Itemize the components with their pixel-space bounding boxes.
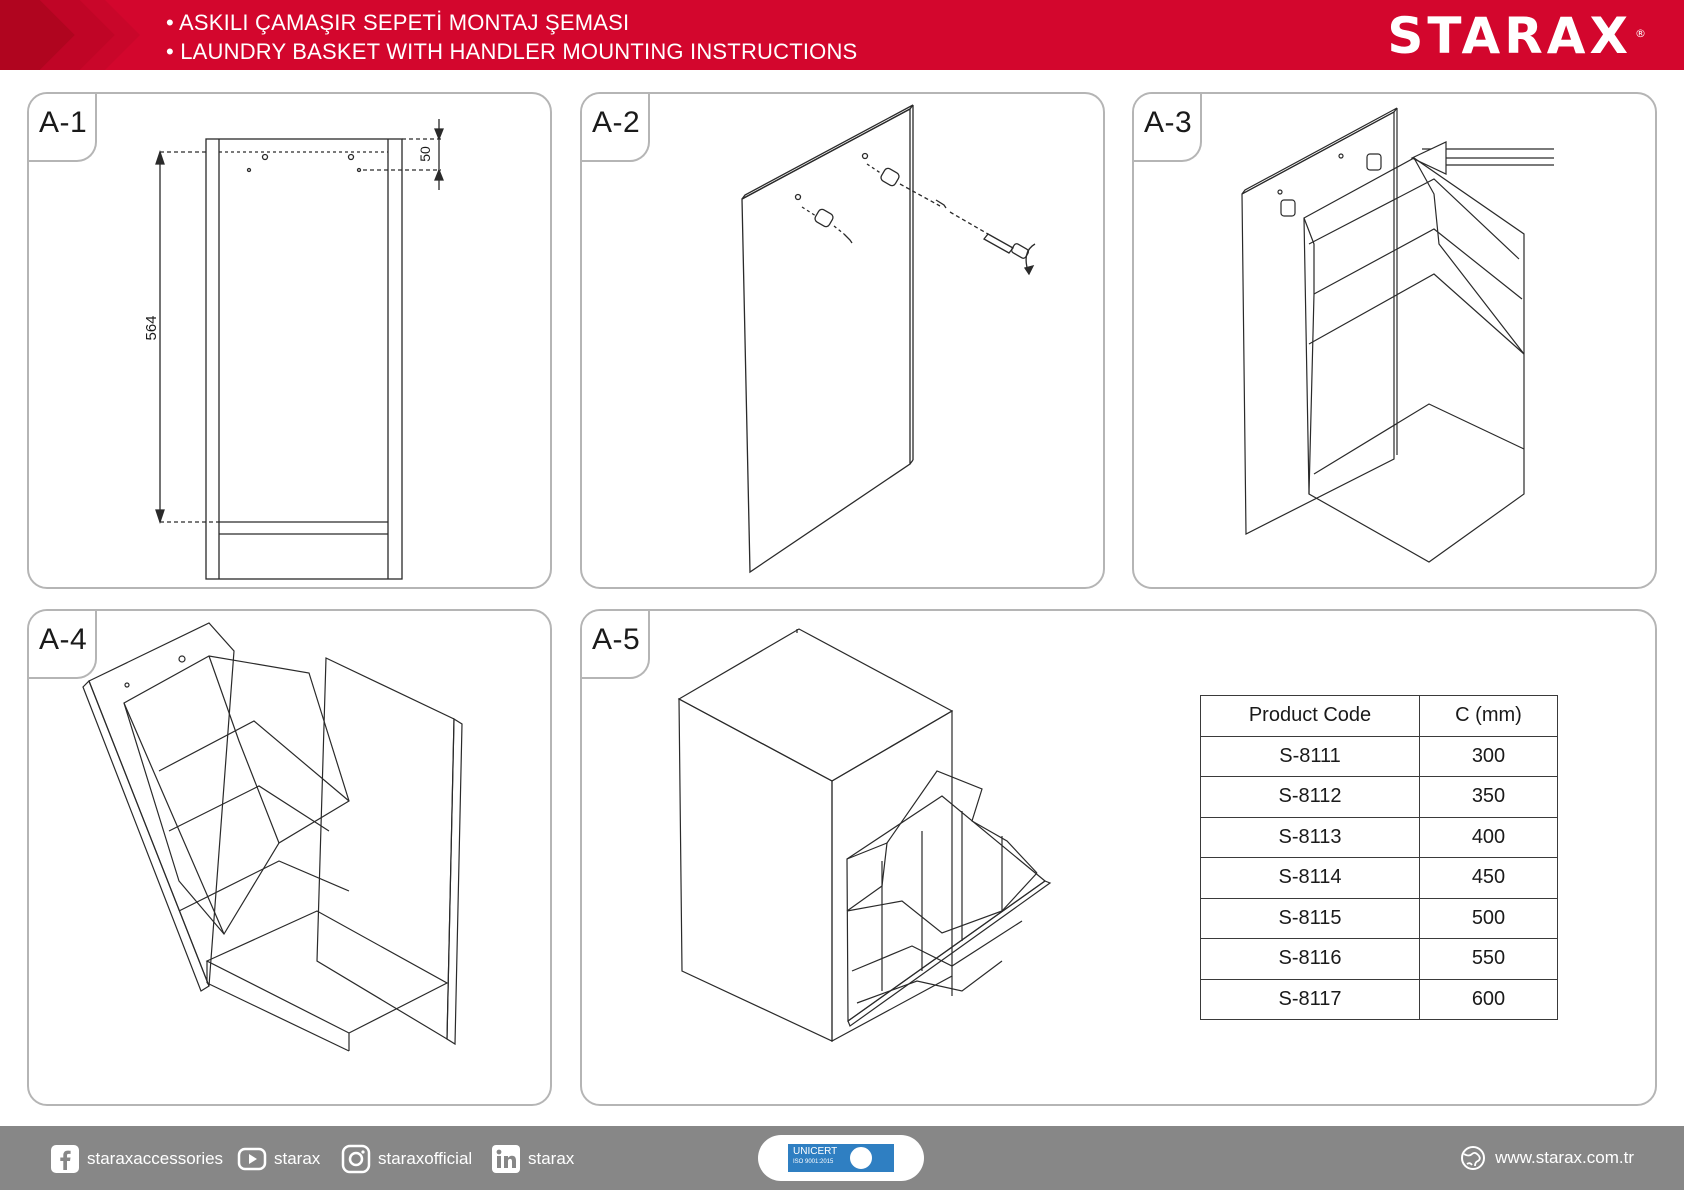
product-code: S-8114 xyxy=(1201,858,1420,899)
linkedin-link[interactable] xyxy=(491,1144,574,1174)
product-code: S-8113 xyxy=(1201,817,1420,858)
dimension-50: 50 xyxy=(417,146,433,162)
step-label: A-1 xyxy=(39,106,88,139)
c-value: 600 xyxy=(1420,979,1558,1020)
step-label: A-2 xyxy=(592,106,641,139)
table-header-row xyxy=(1201,696,1558,737)
cert-seal-icon xyxy=(848,1145,874,1171)
footer-bar xyxy=(0,1126,1684,1190)
certification-badge xyxy=(758,1135,924,1181)
brand-logo xyxy=(1387,7,1646,65)
youtube-icon xyxy=(237,1144,267,1174)
cert-standard: ISO 9001:2015 xyxy=(793,1159,834,1165)
step-tag xyxy=(580,609,650,679)
c-value: 300 xyxy=(1420,736,1558,777)
wire-basket xyxy=(847,771,1037,1003)
table-row xyxy=(1201,736,1558,777)
header-product-code: Product Code xyxy=(1201,696,1420,737)
c-value: 450 xyxy=(1420,858,1558,899)
product-code: S-8115 xyxy=(1201,898,1420,939)
title-turkish: • ASKILI ÇAMAŞIR SEPETİ MONTAJ ŞEMASI xyxy=(166,10,630,35)
basket-tilted-drawing xyxy=(29,611,552,1106)
wire-basket xyxy=(124,656,349,934)
c-value: 500 xyxy=(1420,898,1558,939)
product-code: S-8112 xyxy=(1201,777,1420,818)
header-titles xyxy=(166,8,857,66)
step-tag xyxy=(1132,92,1202,162)
step-label: A-4 xyxy=(39,623,88,656)
title-english: • LAUNDRY BASKET WITH HANDLER MOUNTING INSTRUCTIONS xyxy=(166,39,858,64)
step-tag xyxy=(27,609,97,679)
website-link[interactable] xyxy=(1459,1144,1634,1172)
youtube-handle: starax xyxy=(274,1149,321,1168)
table-row xyxy=(1201,777,1558,818)
instagram-link[interactable] xyxy=(341,1144,472,1174)
unicert-logo xyxy=(788,1144,894,1172)
header-bar xyxy=(0,0,1684,70)
table-row xyxy=(1201,858,1558,899)
product-code: S-8111 xyxy=(1201,736,1420,777)
panel-a5 xyxy=(580,609,1657,1106)
instagram-icon xyxy=(341,1144,371,1174)
panel-a4 xyxy=(27,609,552,1106)
panel-a3 xyxy=(1132,92,1657,589)
step-tag xyxy=(27,92,97,162)
product-code: S-8116 xyxy=(1201,939,1420,980)
globe-icon xyxy=(1459,1144,1487,1172)
table-row xyxy=(1201,979,1558,1020)
cabinet-side-measure-drawing xyxy=(29,94,552,589)
table-row xyxy=(1201,898,1558,939)
screw-hanger-drawing xyxy=(582,94,1105,589)
table-row xyxy=(1201,817,1558,858)
facebook-link[interactable] xyxy=(50,1144,223,1174)
step-tag xyxy=(580,92,650,162)
step-label: A-3 xyxy=(1144,106,1193,139)
basket-hanging-drawing xyxy=(1134,94,1657,589)
cert-name: UNICERT xyxy=(793,1146,838,1157)
cabinet-assembled-drawing xyxy=(582,611,1182,1106)
panel-a1 xyxy=(27,92,552,589)
facebook-handle: staraxaccessories xyxy=(87,1149,224,1168)
linkedin-handle: starax xyxy=(528,1149,575,1168)
table-row xyxy=(1201,939,1558,980)
facebook-icon xyxy=(50,1144,80,1174)
panel-a2 xyxy=(580,92,1105,589)
c-value: 400 xyxy=(1420,817,1558,858)
brand-name: STARAX xyxy=(1387,7,1632,65)
instagram-handle: staraxofficial xyxy=(378,1149,473,1168)
youtube-link[interactable] xyxy=(237,1144,320,1174)
header-c-mm: C (mm) xyxy=(1420,696,1558,737)
linkedin-icon xyxy=(491,1144,521,1174)
c-value: 550 xyxy=(1420,939,1558,980)
website-url: www.starax.com.tr xyxy=(1495,1148,1634,1167)
chevron-decoration xyxy=(0,0,150,70)
product-table xyxy=(1200,695,1558,1020)
dimension-564: 564 xyxy=(143,315,160,341)
c-value: 350 xyxy=(1420,777,1558,818)
product-code: S-8117 xyxy=(1201,979,1420,1020)
step-label: A-5 xyxy=(592,623,641,656)
registered-mark: ® xyxy=(1635,27,1646,40)
wire-basket xyxy=(1304,158,1524,562)
